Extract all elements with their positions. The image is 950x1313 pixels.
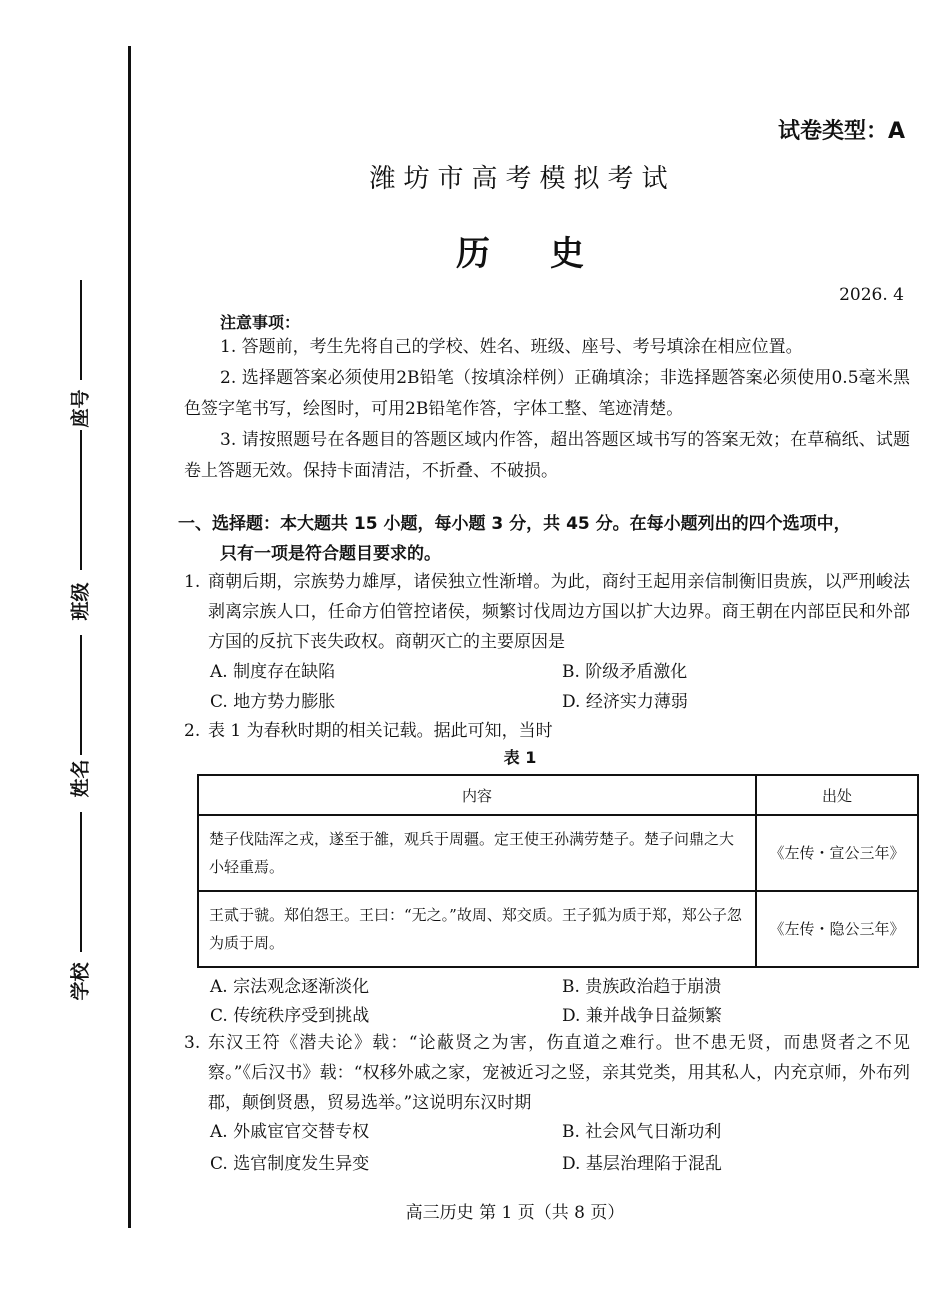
table-1 [197, 774, 919, 968]
question-2-option-a[interactable]: A. 宗法观念逐渐淡化 [210, 977, 370, 997]
paper-type: 试卷类型：A [777, 119, 905, 144]
question-1-stem: 商朝后期，宗族势力雄厚，诸侯独立性渐增。为此，商纣王起用亲信制衡旧贵族，以严刑峻法剥离宗族人口，任命方伯管控诸侯，频繁讨伐周边方国以扩大边界。商王朝在内部臣民和外部方国的反抗下丧失政权。商朝灭亡的主要原因是 [208, 572, 910, 652]
school-fill-line [80, 812, 82, 952]
table-row [198, 815, 918, 891]
question-1-option-d[interactable]: D. 经济实力薄弱 [562, 692, 688, 712]
subject-char-1: 历 [456, 234, 490, 274]
section-heading-line2: 只有一项是符合题目要求的。 [220, 544, 441, 564]
table-cell-source: 《左传・隐公三年》 [756, 891, 918, 967]
notice-item-2: 2. 选择题答案必须使用2B铅笔（按填涂样例）正确填涂；非选择题答案必须使用0.5毫米黑色签字笔书写，绘图时，可用2B铅笔作答，字体工整、笔迹清楚。 [184, 368, 910, 419]
subject-char-2: 史 [550, 234, 584, 274]
table-cell-content: 王贰于虢。郑伯怨王。王曰：“无之。”故周、郑交质。王子狐为质于郑，郑公子忽为质于周。 [198, 891, 756, 967]
question-3 [184, 1028, 910, 1118]
binding-line [128, 46, 131, 1228]
page-footer: 高三历史 第 1 页（共 8 页） [405, 1203, 625, 1223]
seat-label: 座号 [69, 389, 92, 428]
table-row [198, 891, 918, 967]
school-label: 学校 [69, 962, 92, 1001]
question-1-option-c[interactable]: C. 地方势力膨胀 [210, 692, 336, 712]
question-1 [184, 567, 910, 657]
name-fill-line [80, 635, 82, 755]
table-header-row [198, 775, 918, 815]
notice-heading: 注意事项： [220, 313, 301, 332]
table-header-source: 出处 [756, 775, 918, 815]
question-1-number: 1. [184, 572, 201, 592]
exam-title: 潍坊市高考模拟考试 [369, 164, 676, 194]
question-2-stem: 表 1 为春秋时期的相关记载。据此可知，当时 [208, 721, 553, 741]
notice-item-1: 1. 答题前，考生先将自己的学校、姓名、班级、座号、考号填涂在相应位置。 [220, 337, 803, 357]
exam-date: 2026. 4 [839, 285, 904, 305]
question-2-option-b[interactable]: B. 贵族政治趋于崩溃 [562, 977, 722, 997]
question-2-option-c[interactable]: C. 传统秩序受到挑战 [210, 1006, 370, 1026]
name-label: 姓名 [69, 759, 92, 798]
question-2-number: 2. [184, 721, 201, 741]
question-3-option-d[interactable]: D. 基层治理陷于混乱 [562, 1154, 722, 1174]
table-cell-source: 《左传・宣公三年》 [756, 815, 918, 891]
question-2 [184, 716, 910, 746]
question-3-option-a[interactable]: A. 外戚宦官交替专权 [210, 1122, 370, 1142]
question-1-option-b[interactable]: B. 阶级矛盾激化 [562, 662, 688, 682]
subject-title [0, 226, 950, 275]
question-3-option-c[interactable]: C. 选官制度发生异变 [210, 1154, 370, 1174]
question-3-option-b[interactable]: B. 社会风气日渐功利 [562, 1122, 722, 1142]
class-label: 班级 [69, 582, 92, 621]
question-1-option-a[interactable]: A. 制度存在缺陷 [210, 662, 336, 682]
question-3-stem: 东汉王符《潜夫论》载：“论蔽贤之为害，伤直道之难行。世不患无贤，而患贤者之不见察。”《后汉书》载：“权移外戚之家，宠被近习之竖，亲其党类，用其私人，内充京师，外布列郡，颠倒贤愚，贸易选举。”这说明东汉时期 [208, 1033, 910, 1113]
notice-item-3: 3. 请按照题号在各题目的答题区域内作答，超出答题区域书写的答案无效；在草稿纸、试题卷上答题无效。保持卡面清洁，不折叠、不破损。 [184, 430, 910, 481]
table-cell-content: 楚子伐陆浑之戎，遂至于雒，观兵于周疆。定王使王孙满劳楚子。楚子问鼎之大小轻重焉。 [198, 815, 756, 891]
section-heading-line1: 一、选择题：本大题共 15 小题，每小题 3 分，共 45 分。在每小题列出的四个选项中， [178, 514, 851, 534]
table-1-caption: 表 1 [503, 748, 537, 767]
class-fill-line [80, 430, 82, 570]
question-3-number: 3. [184, 1033, 201, 1053]
table-header-content: 内容 [198, 775, 756, 815]
question-2-option-d[interactable]: D. 兼并战争日益频繁 [562, 1006, 722, 1026]
seat-fill-line [80, 280, 82, 380]
